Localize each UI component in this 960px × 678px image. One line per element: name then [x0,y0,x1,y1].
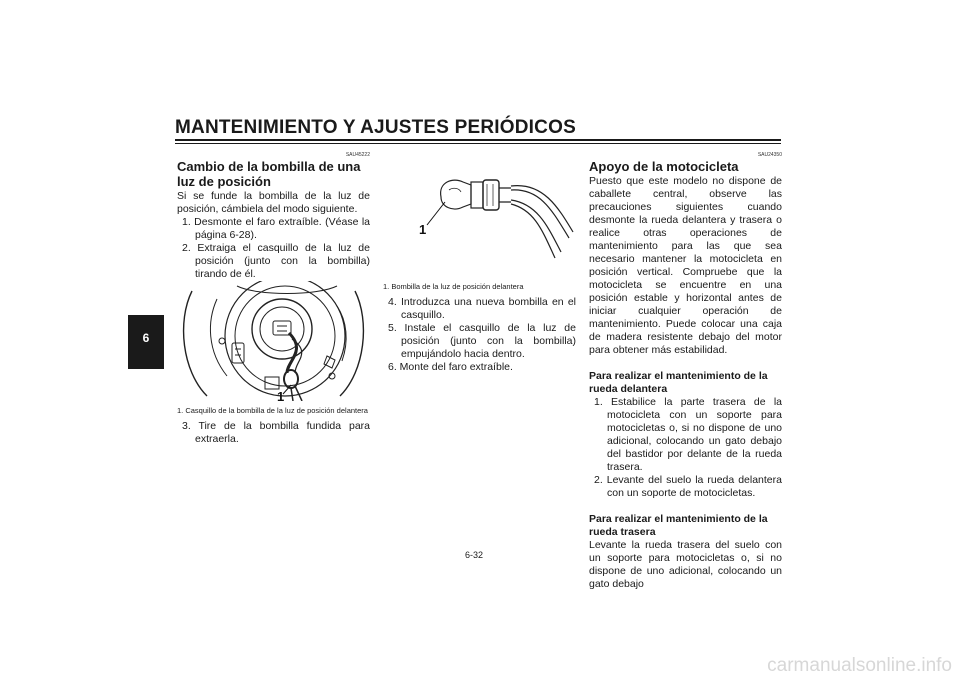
section-code: SAU24350 [757,152,782,158]
section-heading: Apoyo de la motocicleta [589,159,739,174]
header-rule-thin [175,143,781,144]
step-6: 6. Monte del faro extraíble. [388,361,513,373]
figure-caption: 1. Bombilla de la luz de posición delantera [383,282,524,291]
page-header-title: MANTENIMIENTO Y AJUSTES PERIÓDICOS [175,117,576,138]
position-light-socket-figure [177,281,370,401]
step-4: 4. Introduzca una nueva bombilla en el casquillo. [388,296,576,321]
step-2: 2. Extraiga el casquillo de la luz de posición (junto con la bombilla) tirando de él. [182,242,370,280]
figure-caption: 1. Casquillo de la bombilla de la luz de posición delantera [177,406,368,415]
page-number: 6-32 [465,550,484,560]
left-column [177,152,370,446]
section-code: SAU45222 [345,152,370,158]
step-1: 1. Desmonte el faro extraíble. (Véase la página 6-28). [182,216,370,241]
front-step-2: 2. Levante del suelo la rueda delantera con un soporte de motocicletas. [594,474,782,499]
rear-wheel-text: Levante la rueda trasera del suelo con un soporte para motocicletas o, si no dispone de uno adicional, colocando un gato debajo [589,539,782,590]
intro-text: Si se funde la bombilla de la luz de posición, cámbiela del modo siguiente. [177,190,370,215]
step-3: 3. Tire de la bombilla fundida para extraerla. [182,420,370,445]
front-wheel-heading: Para realizar el mantenimiento de la rueda delantera [589,370,768,395]
position-bulb-figure [383,152,576,277]
intro-text: Puesto que este modelo no dispone de caballete central, observe las precauciones siguientes cuando desmonte la rueda delantera y trasera o realice otras operaciones de mantenimiento para las que sea necesario mantener la motocicleta en posición vertical. Compruebe que la motocicleta se encuentre en una posición estable y horizontal antes de iniciar cualquier operación de mantenimiento. Puede colocar una caja de madera resistente debajo del motor para obtener más estabilidad. [589,175,782,356]
chapter-tab [128,315,164,369]
chapter-number: 6 [142,331,150,345]
rear-wheel-heading: Para realizar el mantenimiento de la rueda trasera [589,513,768,538]
header-rule [175,139,781,141]
figure-callout: 1 [277,389,285,401]
watermark: carmanualsonline.info [767,655,952,676]
section-heading: Cambio de la bombilla de una luz de posición [177,159,361,189]
right-column [589,152,782,591]
figure-callout: 1 [419,222,427,237]
front-step-1: 1. Estabilice la parte trasera de la motocicleta con un soporte para motocicletas o, si no dispone de uno adicional, colocando un gato debajo del bastidor por delante de la rueda trasera. [594,396,782,473]
middle-column [383,152,576,374]
step-5: 5. Instale el casquillo de la luz de posición (junto con la bombilla) empujándolo hacia dentro. [388,322,576,360]
